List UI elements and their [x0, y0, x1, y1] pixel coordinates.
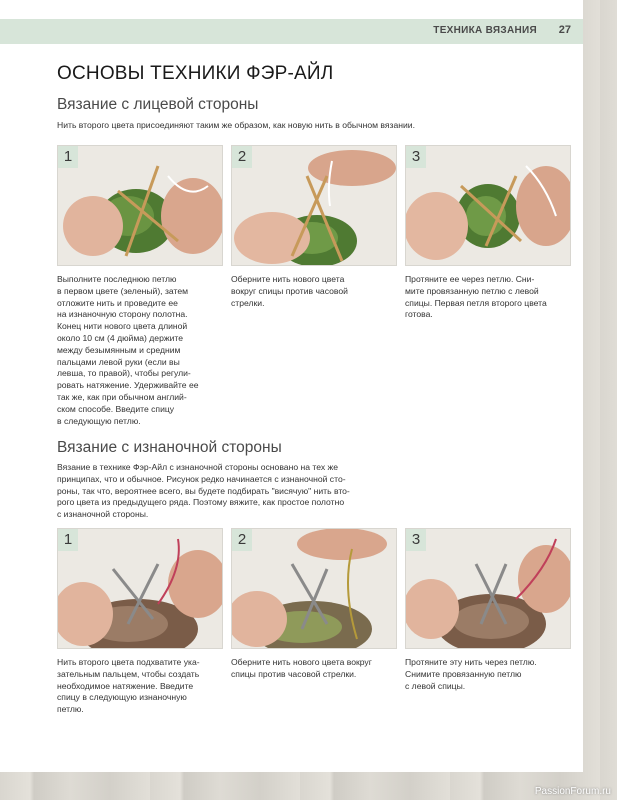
watermark: PassionForum.ru [534, 786, 611, 797]
knitting-photo-illustration [232, 146, 396, 265]
knitting-photo-illustration [406, 529, 570, 648]
photo-step-5 [231, 528, 397, 649]
knitting-photo-illustration [232, 529, 396, 648]
caption-step-5: Оберните нить нового цвета вокруг спицы против часовой стрелки. [231, 657, 372, 679]
section-title: ТЕХНИКА ВЯЗАНИЯ [433, 25, 537, 36]
photo-step-1 [57, 145, 223, 266]
caption-step-6: Протяните эту нить через петлю. Снимите провязанную петлю с левой спицы. [405, 657, 537, 691]
section1-intro: Нить второго цвета присоединяют таким же образом, как новую нить в обычном вязании. [57, 120, 415, 130]
caption-step-1: Выполните последнюю петлю в первом цвете (зеленый), затем отложите нить и проведите ее на изнаночную сторону полотна. Конец нити нового цвета длиной около 10 см (4 дюйма) держите между безымянным и средним пальцами левой руки (если вы левша, то правой), чтобы регули- ровать натяжение. Удерживайте ее так же, как при обычном англий- ском способе. Введите спицу в следующую петлю. [57, 274, 199, 426]
knitting-photo-illustration [406, 146, 570, 265]
caption-step-3: Протяните ее через петлю. Сни- мите провязанную петлю с левой спицы. Первая петля второго цвета готова. [405, 274, 547, 320]
photo-step-4 [57, 528, 223, 649]
photo-step-6 [405, 528, 571, 649]
caption-step-4: Нить второго цвета подхватите ука- зательным пальцем, чтобы создать необходимое натяжение. Введите спицу в следующую изнаночную петлю. [57, 657, 200, 715]
page-title: ОСНОВЫ ТЕХНИКИ ФЭР-АЙЛ [57, 63, 334, 84]
knitting-photo-illustration [58, 529, 222, 648]
photo-step-2 [231, 145, 397, 266]
step-number: 1 [58, 146, 78, 168]
step-number: 1 [58, 529, 78, 551]
knitting-photo-illustration [58, 146, 222, 265]
caption-step-2: Оберните нить нового цвета вокруг спицы против часовой стрелки. [231, 274, 348, 308]
photo-step-3 [405, 145, 571, 266]
section2-heading: Вязание с изнаночной стороны [57, 439, 282, 456]
step-number: 2 [232, 146, 252, 168]
step-number: 3 [406, 529, 426, 551]
section1-heading: Вязание с лицевой стороны [57, 96, 259, 113]
section2-intro: Вязание в технике Фэр-Айл с изнаночной стороны основано на тех же принципах, что и обычное. Рисунок редко начинается с изнаночной сто- роны, так что, вероятнее всего, вы будете подбирать "висячую" нить вто- рого цвета из предыдущего ряда. Поэтому вяжите, как простое полотно с изнаночной стороны. [57, 462, 350, 520]
step-number: 3 [406, 146, 426, 168]
page-number: 27 [558, 24, 571, 36]
step-number: 2 [232, 529, 252, 551]
